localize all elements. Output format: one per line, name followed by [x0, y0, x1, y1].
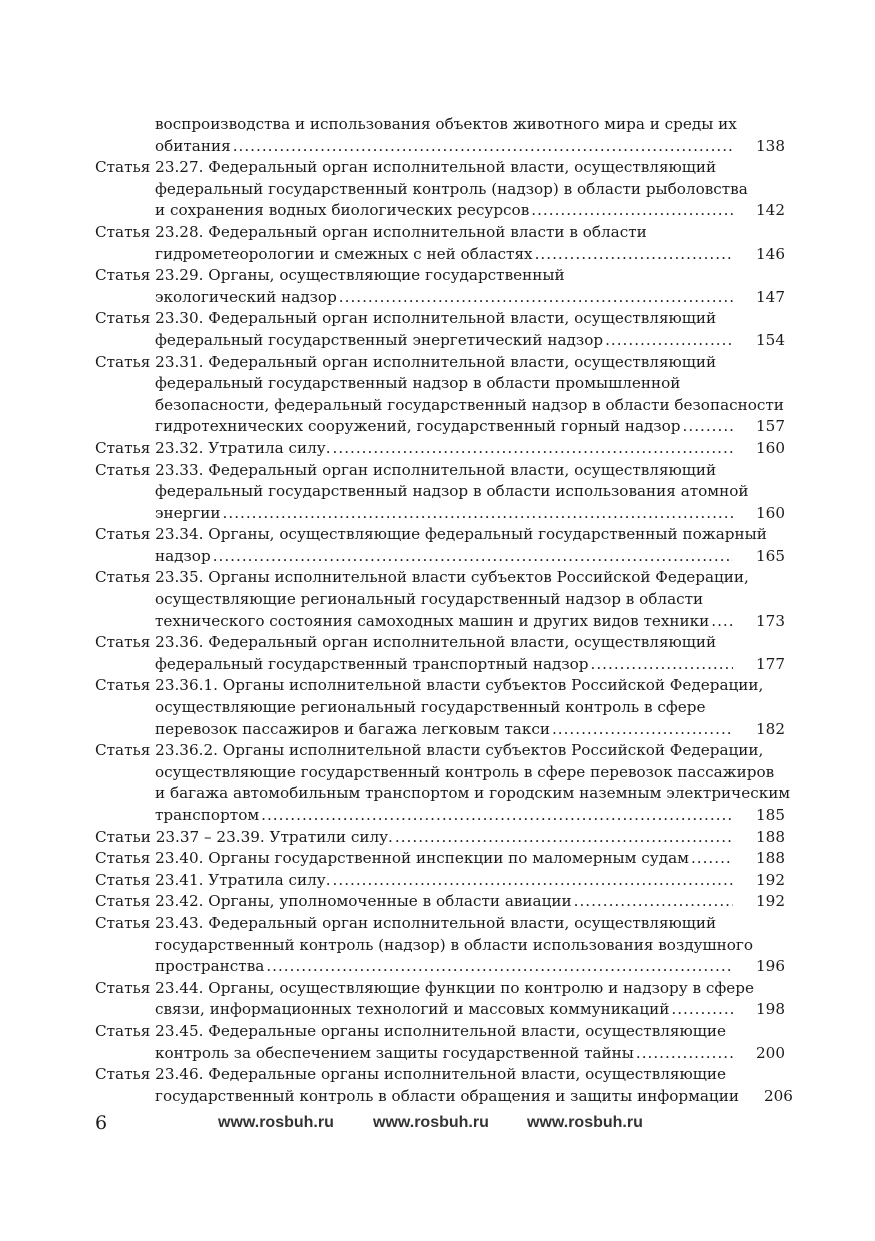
toc-entry[interactable]	[95, 632, 785, 675]
toc-entry-text: государственный контроль (надзор) в области использования воздушного	[155, 935, 754, 954]
toc-entry-text: Статья 23.45. Федеральные органы исполнительной власти, осуществляющие	[95, 1021, 726, 1040]
toc-entry-text: гидротехнических сооружений, государственный горный надзор	[155, 417, 681, 436]
toc-entry[interactable]	[95, 827, 785, 849]
toc-page-number: 160	[756, 438, 785, 457]
toc-entry-text: Статья 23.33. Федеральный орган исполнительной власти, осуществляющий	[95, 460, 717, 479]
toc-page-number: 154	[756, 330, 785, 349]
toc-page-number: 200	[756, 1043, 785, 1062]
toc-entry-text: энергии	[155, 503, 221, 522]
toc-entry[interactable]	[95, 848, 785, 870]
toc-page-number: 157	[756, 417, 785, 436]
toc-entry-text: Статья 23.36.1. Органы исполнительной власти субъектов Российской Федерации,	[95, 676, 764, 695]
toc-entry-text: федеральный государственный надзор в области промышленной	[155, 374, 681, 393]
toc-entry-text: Статья 23.28. Федеральный орган исполнительной власти в области	[95, 222, 647, 241]
toc-leader-dots	[605, 330, 733, 352]
toc-entry[interactable]	[95, 438, 785, 460]
toc-entry-text: гидрометеорологии и смежных с ней областях	[155, 244, 533, 263]
toc-page-number: 198	[756, 1000, 785, 1019]
toc-entry-text: Статья 23.32. Утратила силу.	[95, 438, 331, 457]
toc-entry-text: связи, информационных технологий и массовых коммуникаций	[155, 1000, 670, 1019]
toc-entry-text: и багажа автомобильным транспортом и городским наземным электрическим	[155, 784, 791, 803]
toc-entry[interactable]	[95, 460, 785, 525]
toc-entry-text: Статья 23.46. Федеральные органы исполнительной власти, осуществляющие	[95, 1065, 726, 1084]
toc-leader-dots	[339, 287, 733, 309]
toc-entry-text: контроль за обеспечением защиты государственной тайны	[155, 1043, 634, 1062]
toc-page-number: 147	[756, 287, 785, 306]
toc-entry[interactable]	[95, 265, 785, 308]
toc-entry-text: пространства	[155, 957, 265, 976]
toc-entry-text: федеральный государственный энергетический надзор	[155, 330, 604, 349]
toc-entry-text: Статья 23.34. Органы, осуществляющие федеральный государственный пожарный	[95, 525, 767, 544]
toc-entry-text: осуществляющие региональный государственный надзор в области	[155, 590, 704, 609]
toc-page-number: 192	[756, 892, 785, 911]
toc-leader-dots	[213, 546, 733, 568]
toc-leader-dots	[395, 827, 733, 849]
toc-leader-dots	[333, 438, 733, 460]
toc-entry[interactable]	[95, 222, 785, 265]
toc-entry-text: технического состояния самоходных машин и других видов техники	[155, 611, 710, 630]
toc-entry[interactable]	[95, 157, 785, 222]
toc-page-number: 146	[756, 244, 785, 263]
toc-entry-text: федеральный государственный контроль (надзор) в области рыболовства	[155, 179, 748, 198]
toc-entry-text: воспроизводства и использования объектов животного мира и среды их	[155, 115, 737, 133]
footer-website-link[interactable]: www.rosbuh.ru	[218, 1114, 334, 1131]
toc-entry-text: Статья 23.31. Федеральный орган исполнительной власти, осуществляющий	[95, 352, 717, 371]
toc-leader-dots	[636, 1043, 733, 1065]
toc-entry[interactable]	[95, 352, 785, 438]
toc-entry[interactable]	[95, 308, 785, 351]
toc-entry[interactable]	[95, 567, 785, 632]
toc-entry-text: Статья 23.42. Органы, уполномоченные в области авиации	[95, 892, 572, 911]
toc-entry-text: Статья 23.29. Органы, осуществляющие государственный	[95, 266, 565, 285]
toc-leader-dots	[261, 805, 733, 827]
toc-leader-dots	[683, 416, 733, 438]
toc-entry-text: Статья 23.27. Федеральный орган исполнительной власти, осуществляющий	[95, 158, 717, 177]
toc-page-number: 206	[763, 1086, 793, 1105]
toc-entry-text: обитания	[155, 136, 231, 155]
toc-entry-text: федеральный государственный транспортный надзор	[155, 654, 589, 673]
toc-leader-dots	[535, 244, 733, 266]
toc-page-number: 177	[756, 654, 785, 673]
table-of-contents	[95, 114, 793, 1107]
toc-entry[interactable]	[95, 1021, 785, 1064]
toc-page-number: 138	[756, 136, 785, 155]
toc-page-number: 188	[756, 827, 785, 846]
toc-entry-text: Статья 23.36.2. Органы исполнительной власти субъектов Российской Федерации,	[95, 741, 764, 760]
toc-leader-dots	[233, 136, 733, 158]
toc-page-number: 160	[756, 503, 785, 522]
toc-page-number: 182	[756, 719, 785, 738]
toc-leader-dots	[531, 200, 733, 222]
toc-entry-text: Статья 23.40. Органы государственной инспекции по маломерным судам	[95, 849, 689, 868]
toc-leader-dots	[591, 654, 733, 676]
toc-leader-dots	[223, 503, 733, 525]
toc-entry[interactable]	[95, 524, 785, 567]
toc-entry-text: федеральный государственный надзор в области использования атомной	[155, 482, 749, 501]
toc-entry[interactable]	[95, 913, 785, 978]
toc-page-number: 188	[756, 849, 785, 868]
toc-entry-text: надзор	[155, 546, 211, 565]
toc-entry-text: Статьи 23.37 – 23.39. Утратили силу.	[95, 827, 393, 846]
toc-entry-text: осуществляющие региональный государственный контроль в сфере	[155, 698, 706, 717]
page-number: 6	[95, 1112, 108, 1134]
toc-page-number: 173	[756, 611, 785, 630]
toc-entry-text: осуществляющие государственный контроль в сфере перевозок пассажиров	[155, 762, 775, 781]
toc-entry[interactable]	[95, 870, 785, 892]
toc-entry[interactable]	[95, 114, 785, 157]
toc-entry-text: экологический надзор	[155, 287, 337, 306]
footer-website-link[interactable]: www.rosbuh.ru	[527, 1114, 643, 1131]
toc-entry-text: государственный контроль в области обращения и защиты информации	[155, 1086, 739, 1105]
toc-leader-dots	[552, 719, 733, 741]
page-footer	[95, 1112, 785, 1136]
toc-entry-text: безопасности, федеральный государственный надзор в области безопасности	[155, 395, 784, 414]
toc-leader-dots	[574, 891, 733, 913]
toc-leader-dots	[711, 611, 733, 633]
toc-leader-dots	[691, 848, 733, 870]
toc-page-number: 185	[756, 806, 785, 824]
toc-entry-text: Статья 23.30. Федеральный орган исполнительной власти, осуществляющий	[95, 309, 717, 328]
toc-leader-dots	[671, 999, 733, 1021]
toc-page-number: 196	[756, 957, 785, 976]
toc-entry-text: Статья 23.43. Федеральный орган исполнительной власти, осуществляющий	[95, 913, 717, 932]
toc-entry-text: транспортом	[155, 806, 260, 824]
toc-entry[interactable]	[95, 740, 791, 826]
toc-entry-text: Статья 23.36. Федеральный орган исполнительной власти, осуществляющий	[95, 633, 717, 652]
toc-page-number: 192	[756, 870, 785, 889]
toc-entry-text: Статья 23.41. Утратила силу.	[95, 870, 331, 889]
toc-leader-dots	[266, 956, 733, 978]
toc-entry-text: и сохранения водных биологических ресурсов	[155, 201, 530, 220]
toc-entry[interactable]	[95, 675, 785, 740]
toc-page-number: 142	[756, 201, 785, 220]
toc-entry[interactable]	[95, 1064, 793, 1107]
footer-website-link[interactable]: www.rosbuh.ru	[373, 1114, 489, 1131]
toc-page-number: 165	[756, 546, 785, 565]
toc-entry[interactable]	[95, 978, 785, 1021]
toc-entry[interactable]	[95, 891, 785, 913]
toc-entry-text: Статья 23.35. Органы исполнительной власти субъектов Российской Федерации,	[95, 568, 749, 587]
toc-entry-text: перевозок пассажиров и багажа легковым такси	[155, 719, 550, 738]
toc-entry-text: Статья 23.44. Органы, осуществляющие функции по контролю и надзору в сфере	[95, 978, 754, 997]
toc-leader-dots	[333, 870, 733, 892]
